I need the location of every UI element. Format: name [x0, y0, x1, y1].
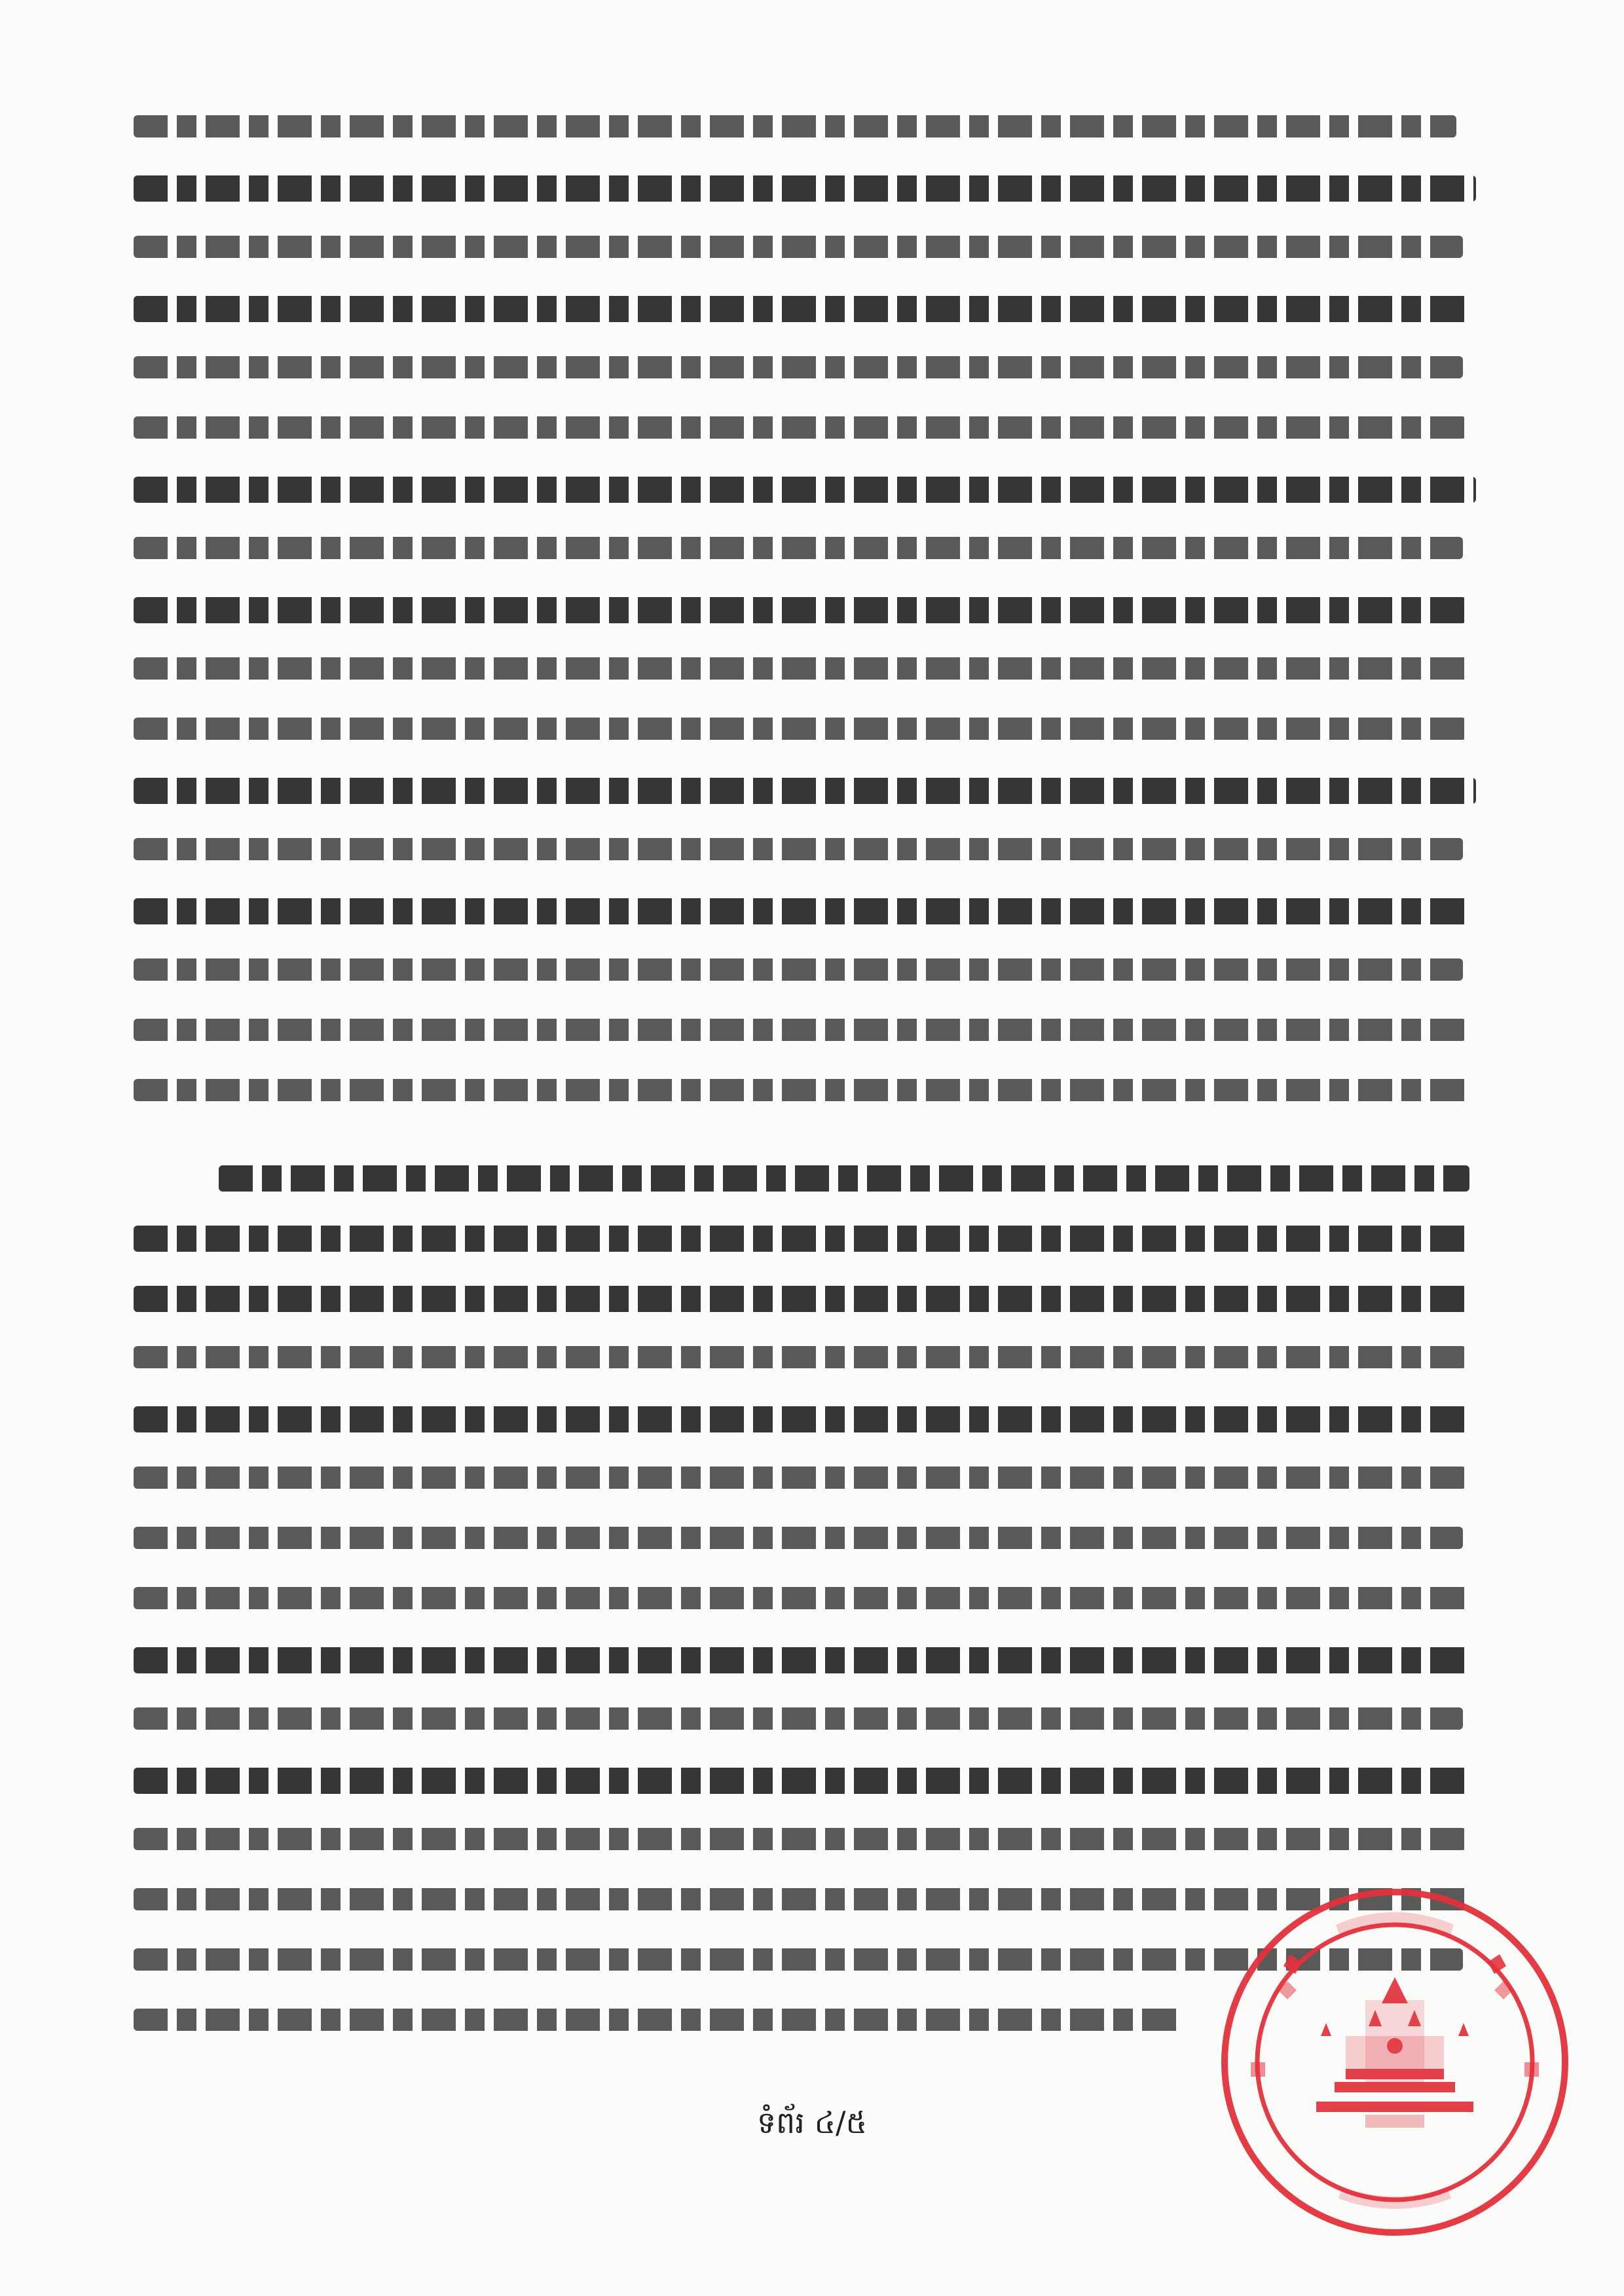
text-line — [134, 657, 1469, 680]
text-line — [134, 838, 1463, 860]
text-line — [134, 1286, 1469, 1312]
page-number: ទំព័រ ៤/៥ — [756, 2105, 868, 2140]
text-line — [134, 718, 1466, 740]
text-line — [134, 778, 1476, 804]
text-line — [134, 236, 1463, 258]
text-line — [134, 416, 1466, 439]
text-line — [134, 898, 1469, 924]
text-line — [134, 2009, 1181, 2031]
text-line — [134, 1079, 1469, 1101]
text-line — [134, 1647, 1473, 1673]
text-line — [134, 296, 1473, 322]
text-line — [134, 537, 1463, 559]
text-line — [134, 1226, 1473, 1252]
text-line — [134, 477, 1476, 503]
text-line — [134, 356, 1463, 378]
text-line — [134, 1527, 1463, 1549]
text-line — [134, 597, 1466, 623]
official-seal-icon — [1179, 1846, 1611, 2278]
text-line — [134, 1406, 1473, 1432]
text-line — [134, 1467, 1466, 1489]
text-line — [134, 1346, 1466, 1368]
text-line — [134, 1019, 1466, 1041]
text-line — [134, 115, 1456, 137]
text-line — [219, 1165, 1469, 1192]
text-line — [134, 958, 1463, 981]
text-line — [134, 1587, 1469, 1609]
text-line — [134, 1768, 1469, 1794]
text-line — [134, 1707, 1463, 1730]
text-line — [134, 175, 1476, 202]
